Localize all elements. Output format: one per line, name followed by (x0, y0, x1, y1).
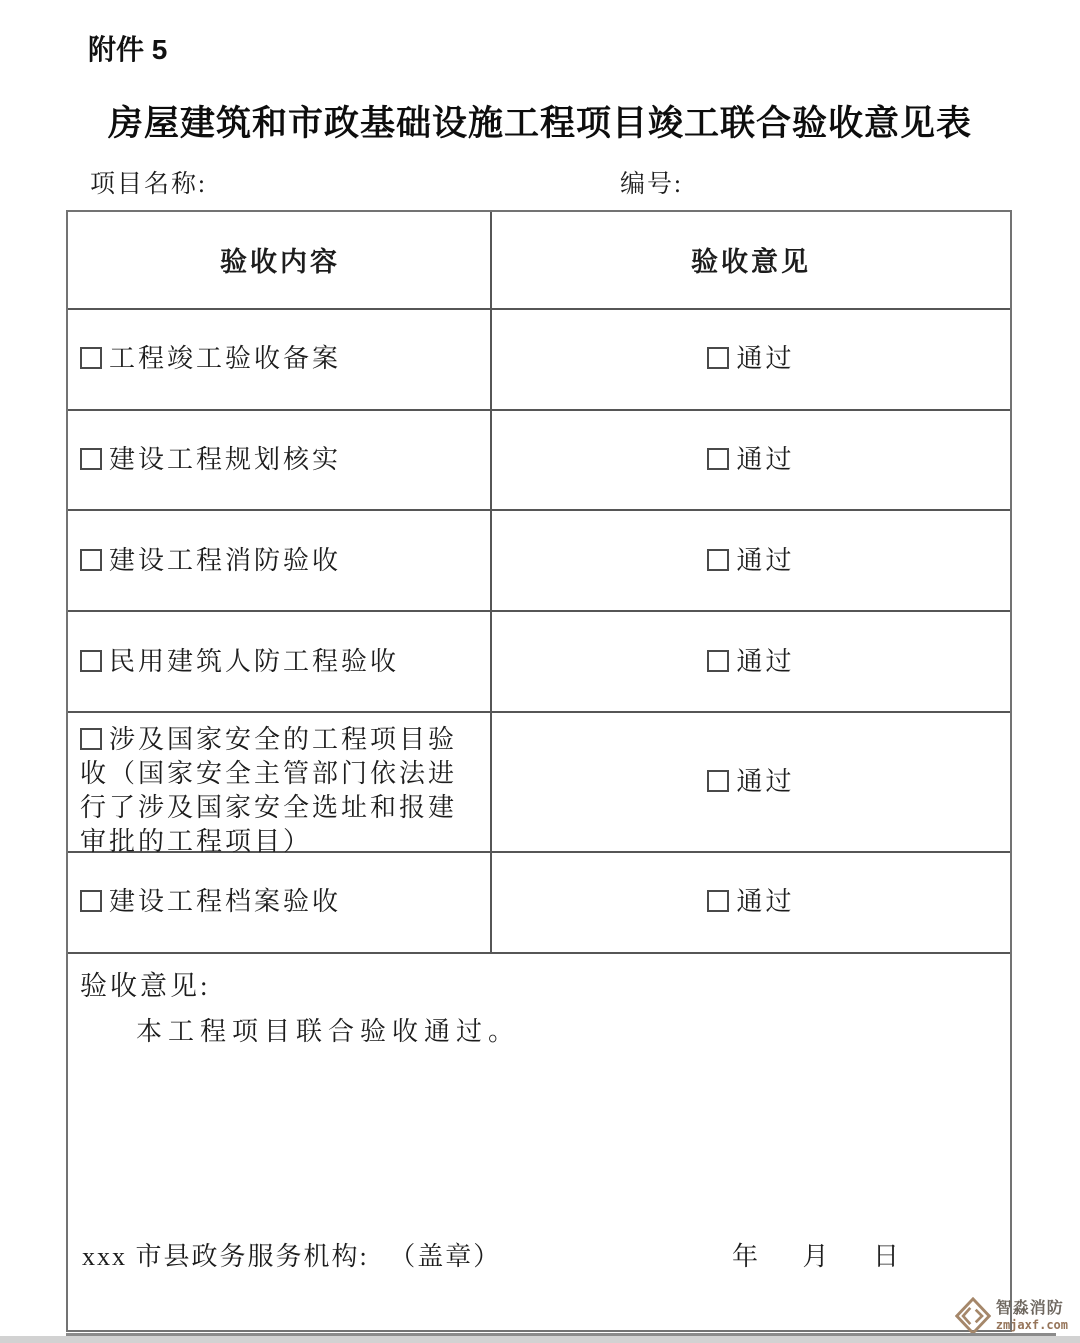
checkbox[interactable] (80, 347, 102, 369)
checkbox[interactable] (707, 650, 729, 672)
table-row (68, 511, 1010, 612)
date-group (732, 1236, 899, 1273)
date-day-label: 日 (873, 1241, 900, 1271)
watermark-domain: zmjaxf.com (995, 1318, 1068, 1332)
table-row (68, 310, 1010, 411)
acceptance-item-label: 建设工程规划核实 (109, 444, 342, 474)
table-row (68, 713, 1010, 856)
header-cell-content (68, 212, 492, 308)
checkbox[interactable] (80, 549, 102, 571)
acceptance-table (66, 210, 1012, 1332)
opinion-label: 通过 (736, 646, 795, 676)
table-row (68, 612, 1010, 713)
table-row (68, 411, 1010, 512)
acceptance-item-label: 建设工程消防验收 (109, 545, 342, 575)
checkbox[interactable] (707, 347, 729, 369)
acceptance-item-label: 建设工程档案验收 (109, 887, 342, 917)
opinion-label: 通过 (736, 545, 795, 575)
acceptance-item-label: 涉及国家安全的工程项目验收（国家安全主管部门依法进行了涉及国家安全选址和报建审批的工程项目） (80, 724, 458, 856)
opinion-section-text: 本工程项目联合验收通过。 (136, 1016, 521, 1046)
opinion-label: 通过 (736, 344, 795, 374)
table-header-row (68, 212, 1010, 310)
opinion-label: 通过 (736, 766, 795, 796)
checkbox[interactable] (707, 549, 729, 571)
acceptance-item-label: 工程竣工验收备案 (109, 344, 342, 374)
checkbox[interactable] (80, 650, 102, 672)
checkbox[interactable] (80, 890, 102, 912)
opinion-footer-row (68, 954, 1010, 1330)
checkbox[interactable] (707, 770, 729, 792)
opinion-section-label: 验收意见: (80, 970, 211, 1001)
checkbox[interactable] (707, 890, 729, 912)
table-row (68, 853, 1010, 954)
opinion-label: 通过 (736, 887, 795, 917)
opinion-label: 通过 (736, 444, 795, 474)
project-name-label: 项目名称: (90, 171, 207, 198)
checkbox[interactable] (80, 448, 102, 470)
attachment-label: 附件 5 (88, 34, 168, 65)
date-year-label: 年 (732, 1241, 759, 1271)
watermark (955, 1297, 1068, 1335)
header-opinion-label: 验收意见 (691, 247, 811, 278)
checkbox[interactable] (707, 448, 729, 470)
number-label: 编号: (620, 171, 683, 198)
header-cell-opinion (492, 212, 1010, 308)
date-month-label: 月 (802, 1241, 829, 1271)
page-title: 房屋建筑和市政基础设施工程项目竣工联合验收意见表 (107, 104, 972, 143)
header-content-label: 验收内容 (220, 247, 340, 278)
checkbox[interactable] (80, 728, 102, 750)
agency-row (82, 1236, 982, 1273)
acceptance-item-label: 民用建筑人防工程验收 (109, 646, 400, 676)
agency-label: xxx 市县政务服务机构: (82, 1241, 369, 1271)
watermark-brand: 智淼消防 (995, 1300, 1064, 1317)
seal-label: （盖章） (389, 1241, 502, 1271)
brand-logo-icon (955, 1297, 991, 1335)
bottom-edge (0, 1336, 1080, 1343)
